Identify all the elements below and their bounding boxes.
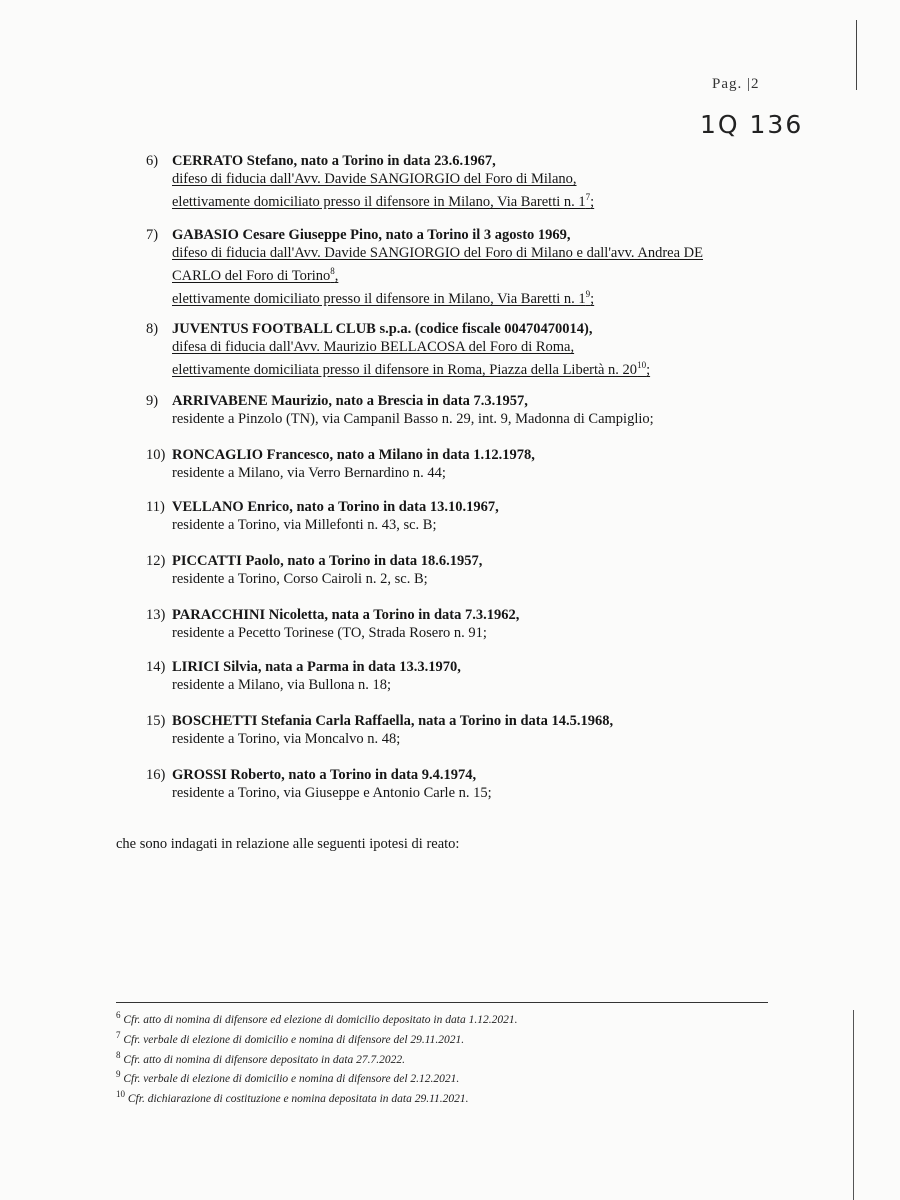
entry-heading: GROSSI Roberto, nato a Torino in data 9.4.1974, <box>172 767 477 783</box>
entry-number: 9) <box>146 393 159 409</box>
entry-number: 15) <box>146 713 166 729</box>
handwritten-page-stamp: 1Q 136 <box>700 110 804 139</box>
entry-detail: elettivamente domiciliato presso il difensore in Milano, Via Baretti n. $1^7$; <box>172 192 595 210</box>
entry-heading: ARRIVABENE Maurizio, nato a Brescia in data 7.3.1957, <box>172 393 528 409</box>
entry-heading: LIRICI Silvia, nata a Parma in data 13.3.1970, <box>172 659 461 675</box>
entry-heading: PICCATTI Paolo, nato a Torino in data 18.6.1957, <box>172 553 483 569</box>
suspect-entry <box>146 320 650 379</box>
entry-heading: PARACCHINI Nicoletta, nata a Torino in data 7.3.1962, <box>172 607 520 623</box>
entry-number: 14) <box>146 659 166 675</box>
entry-detail: elettivamente domiciliata presso il difensore in Roma, Piazza della Libertà n. $20^{10}$; <box>172 360 651 378</box>
entry-heading: VELLANO Enrico, nato a Torino in data 13.10.1967, <box>172 499 499 515</box>
entry-number: 7) <box>146 227 159 243</box>
entry-number: 16) <box>146 767 166 783</box>
entry-detail: residente a Milano, via Verro Bernardino n. 44; <box>172 465 446 481</box>
entry-detail: difeso di fiducia dall'Avv. Davide SANGIORGIO del Foro di Milano e dall'avv. Andrea DE <box>172 245 704 261</box>
page-number-label: Pag. |2 <box>712 76 760 92</box>
entry-detail: residente a Torino, Corso Cairoli n. 2, sc. B; <box>172 571 428 587</box>
suspect-entry <box>146 446 535 482</box>
entry-detail: residente a Torino, via Millefonti n. 43, sc. B; <box>172 517 437 533</box>
suspect-entry <box>146 606 519 642</box>
suspect-entry <box>146 712 613 748</box>
footnote: $^{10}$ Cfr. dichiarazione di costituzione e nomina depositata in data 29.11.2021. <box>116 1089 469 1106</box>
footnote: $^8$ Cfr. atto di nomina di difensore depositato in data 27.7.2022. <box>116 1049 406 1066</box>
entry-heading: GABASIO Cesare Giuseppe Pino, nato a Torino il 3 agosto 1969, <box>172 227 571 243</box>
entry-number: 6) <box>146 153 159 169</box>
footnote-ref: 8 <box>330 266 335 276</box>
footnote: $^9$ Cfr. verbale di elezione di domicilio e nomina di difensore del 2.12.2021. <box>116 1069 460 1086</box>
entry-heading: RONCAGLIO Francesco, nato a Milano in data 1.12.1978, <box>172 447 535 463</box>
footnote: $^6$ Cfr. atto di nomina di difensore ed elezione di domicilio depositato in data 1.12.2021. <box>116 1010 518 1026</box>
footnote: $^7$ Cfr. verbale di elezione di domicilio e nomina di difensore del 29.11.2021. <box>116 1029 465 1046</box>
suspect-entry <box>146 226 703 308</box>
entry-detail: residente a Pinzolo (TN), via Campanil Basso n. 29, int. 9, Madonna di Campiglio; <box>172 411 654 427</box>
suspect-entry <box>146 392 654 428</box>
closing-sentence: che sono indagati in relazione alle seguenti ipotesi di reato: <box>116 836 460 852</box>
entry-detail: elettivamente domiciliato presso il difensore in Milano, Via Baretti n. $1^9$; <box>172 288 595 307</box>
footnote-ref: 9 <box>585 288 591 299</box>
entry-detail: residente a Torino, via Moncalvo n. 48; <box>172 731 401 747</box>
entry-detail: CARLO del Foro di Torino$^8$, <box>172 266 339 284</box>
entry-detail: residente a Torino, via Giuseppe e Antonio Carle n. 15; <box>172 785 492 801</box>
suspect-entry <box>146 552 482 588</box>
entry-heading: CERRATO Stefano, nato a Torino in data 23.6.1967, <box>172 153 496 169</box>
suspect-entry <box>146 766 492 802</box>
footnote-ref: 7 <box>585 192 591 202</box>
page-edge-line <box>853 1010 854 1200</box>
suspect-entry <box>146 498 499 534</box>
footnote-ref: 10 <box>637 360 647 370</box>
entry-detail: residente a Pecetto Torinese (TO, Strada Rosero n. 91; <box>172 625 487 641</box>
entry-number: 8) <box>146 321 159 337</box>
entry-detail: residente a Milano, via Bullona n. 18; <box>172 677 392 693</box>
page-edge-line <box>856 20 857 90</box>
entry-number: 10) <box>146 447 166 463</box>
suspect-entry <box>146 658 461 694</box>
entry-number: 12) <box>146 553 166 569</box>
footnote-divider <box>116 1002 768 1003</box>
entry-heading: BOSCHETTI Stefania Carla Raffaella, nata a Torino in data 14.5.1968, <box>172 713 614 729</box>
footnotes <box>116 1008 517 1107</box>
entry-number: 11) <box>146 499 165 515</box>
entry-number: 13) <box>146 607 166 623</box>
suspect-entry <box>146 152 594 211</box>
entry-detail: difesa di fiducia dall'Avv. Maurizio BELLACOSA del Foro di Roma, <box>172 339 575 355</box>
entry-detail: difeso di fiducia dall'Avv. Davide SANGIORGIO del Foro di Milano, <box>172 171 577 187</box>
entry-heading: JUVENTUS FOOTBALL CLUB s.p.a. (codice fiscale 00470470014), <box>172 321 593 337</box>
